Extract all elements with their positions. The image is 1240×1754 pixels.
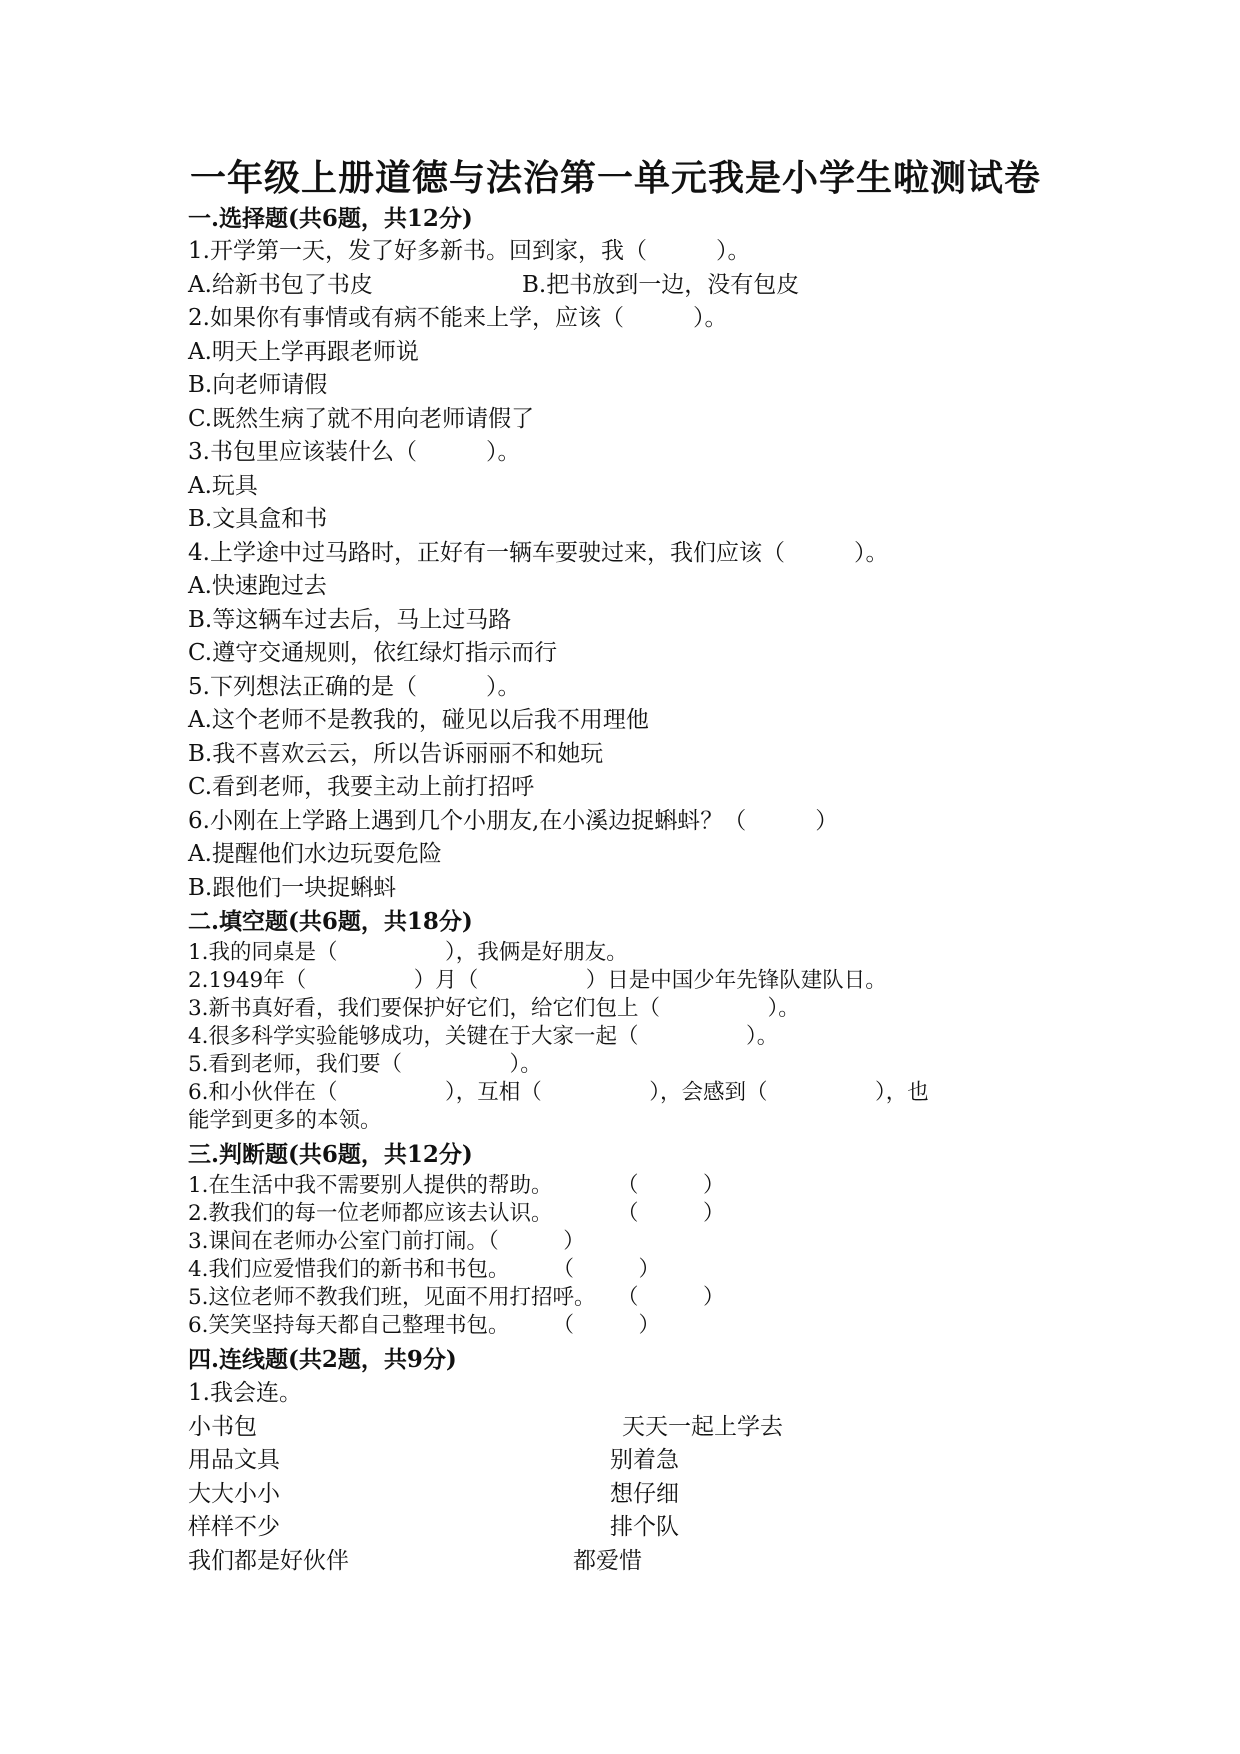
fill-q2: 2.1949年（ ）月（ ）日是中国少年先锋队建队日。 — [188, 968, 887, 993]
section-heading-choice: 一.选择题(共6题，共12分) — [188, 205, 473, 232]
choice-q2-option-c: C.既然生病了就不用向老师请假了 — [188, 406, 535, 432]
section-heading-matching: 四.连线题(共2题，共9分) — [188, 1346, 457, 1373]
choice-q4-stem: 4.上学途中过马路时，正好有一辆车要驶过来，我们应该（ ）。 — [188, 540, 889, 566]
exam-title: 一年级上册道德与法治第一单元我是小学生啦测试卷 — [190, 157, 1042, 199]
choice-q1-option-b: B.把书放到一边，没有包皮 — [522, 272, 800, 298]
fill-q6-line2: 能学到更多的本领。 — [188, 1108, 382, 1133]
match-right-item: 天天一起上学去 — [622, 1414, 783, 1440]
match-q1-stem: 1.我会连。 — [188, 1380, 302, 1406]
fill-q1: 1.我的同桌是（ ），我俩是好朋友。 — [188, 940, 628, 965]
match-left-item: 样样不少 — [188, 1514, 280, 1540]
fill-q6-line1: 6.和小伙伴在（ ），互相（ ），会感到（ ），也 — [188, 1080, 929, 1105]
judge-q6: 6.笑笑坚持每天都自己整理书包。 （ ） — [188, 1313, 661, 1338]
fill-q3: 3.新书真好看，我们要保护好它们，给它们包上（ ）。 — [188, 996, 800, 1021]
choice-q5-stem: 5.下列想法正确的是（ ）。 — [188, 674, 521, 700]
choice-q4-option-a: A.快速跑过去 — [188, 573, 327, 599]
judge-q5: 5.这位老师不教我们班，见面不用打招呼。 （ ） — [188, 1285, 725, 1310]
choice-q4-option-b: B.等这辆车过去后，马上过马路 — [188, 607, 512, 633]
judge-q4: 4.我们应爱惜我们的新书和书包。 （ ） — [188, 1257, 661, 1282]
judge-q3: 3.课间在老师办公室门前打闹。（ ） — [188, 1229, 585, 1254]
match-left-item: 大大小小 — [188, 1481, 280, 1507]
choice-q4-option-c: C.遵守交通规则，依红绿灯指示而行 — [188, 640, 558, 666]
choice-q3-stem: 3.书包里应该装什么（ ）。 — [188, 439, 521, 465]
choice-q5-option-b: B.我不喜欢云云，所以告诉丽丽不和她玩 — [188, 741, 604, 767]
choice-q6-stem: 6.小刚在上学路上遇到几个小朋友,在小溪边捉蝌蚪？（ ） — [188, 808, 839, 834]
match-right-item: 别着急 — [610, 1447, 679, 1473]
match-left-item: 我们都是好伙伴 — [188, 1548, 349, 1574]
choice-q2-stem: 2.如果你有事情或有病不能来上学，应该（ ）。 — [188, 305, 728, 331]
match-right-item: 都爱惜 — [573, 1548, 642, 1574]
choice-q6-option-b: B.跟他们一块捉蝌蚪 — [188, 875, 397, 901]
choice-q1-stem: 1.开学第一天，发了好多新书。回到家，我（ ）。 — [188, 238, 751, 264]
choice-q2-option-a: A.明天上学再跟老师说 — [188, 339, 419, 365]
match-left-item: 用品文具 — [188, 1447, 280, 1473]
match-right-item: 想仔细 — [610, 1481, 679, 1507]
choice-q6-option-a: A.提醒他们水边玩耍危险 — [188, 841, 442, 867]
judge-q2: 2.教我们的每一位老师都应该去认识。 （ ） — [188, 1201, 725, 1226]
match-right-item: 排个队 — [610, 1514, 679, 1540]
section-heading-fill-blank: 二.填空题(共6题，共18分) — [188, 908, 473, 935]
fill-q5: 5.看到老师，我们要（ ）。 — [188, 1052, 542, 1077]
judge-q1: 1.在生活中我不需要别人提供的帮助。 （ ） — [188, 1173, 725, 1198]
choice-q5-option-a: A.这个老师不是教我的，碰见以后我不用理他 — [188, 707, 649, 733]
fill-q4: 4.很多科学实验能够成功，关键在于大家一起（ ）。 — [188, 1024, 779, 1049]
section-heading-true-false: 三.判断题(共6题，共12分) — [188, 1141, 473, 1168]
choice-q3-option-a: A.玩具 — [188, 473, 258, 499]
choice-q5-option-c: C.看到老师，我要主动上前打招呼 — [188, 774, 535, 800]
choice-q2-option-b: B.向老师请假 — [188, 372, 328, 398]
match-left-item: 小书包 — [188, 1414, 257, 1440]
choice-q3-option-b: B.文具盒和书 — [188, 506, 328, 532]
choice-q1-option-a: A.给新书包了书皮 — [188, 272, 373, 298]
